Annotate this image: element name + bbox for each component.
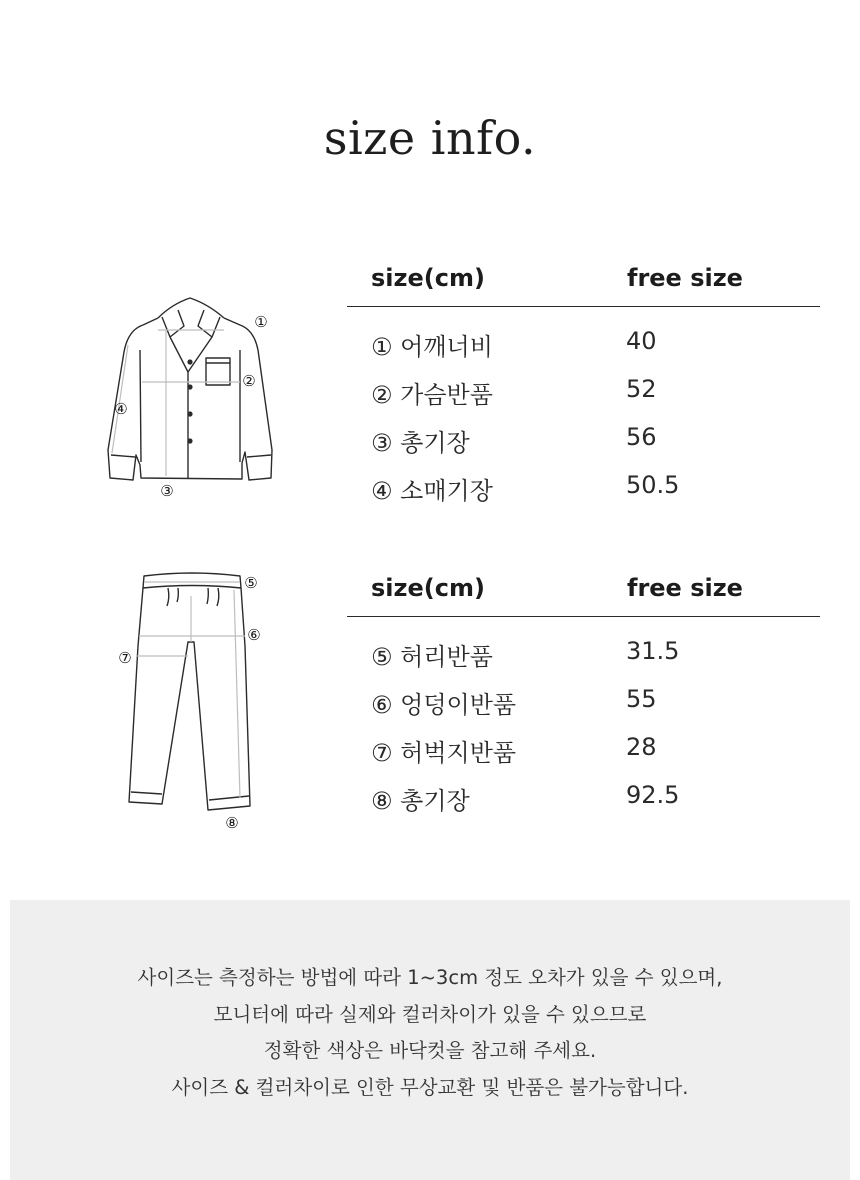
marker-6: ⑥ — [247, 626, 261, 644]
notice-line: 모니터에 따라 실제와 컬러차이가 있을 수 있으므로 — [213, 1002, 647, 1026]
table-row — [347, 467, 820, 515]
row-value: 52 — [626, 375, 657, 403]
marker-5: ⑤ — [244, 574, 258, 592]
marker-2: ② — [242, 372, 256, 390]
top-size-table — [347, 256, 820, 515]
header-free-size: free size — [627, 574, 743, 602]
row-value: 50.5 — [626, 471, 680, 499]
row-value: 56 — [626, 423, 657, 451]
row-value: 31.5 — [626, 637, 680, 665]
notice-box — [10, 900, 850, 1180]
row-label: ⑦ 허벅지반품 — [371, 739, 517, 767]
bottom-table-header — [347, 566, 820, 617]
row-value: 40 — [626, 327, 657, 355]
table-row — [347, 633, 820, 681]
row-label: ② 가슴반품 — [371, 381, 493, 409]
row-label: ⑧ 총기장 — [371, 787, 470, 815]
row-label: ③ 총기장 — [371, 429, 470, 457]
table-row — [347, 681, 820, 729]
header-size-label: size(cm) — [371, 264, 485, 292]
marker-8: ⑧ — [225, 814, 239, 832]
notice-line: 사이즈는 측정하는 방법에 따라 1~3cm 정도 오차가 있을 수 있으며, — [137, 966, 723, 989]
row-value: 28 — [626, 733, 657, 761]
row-label: ⑥ 엉덩이반품 — [371, 691, 517, 719]
notice-line: 사이즈 & 컬러차이로 인한 무상교환 및 반품은 불가능합니다. — [171, 1075, 689, 1099]
bottom-size-table — [347, 566, 820, 825]
table-row — [347, 777, 820, 825]
notice-line: 정확한 색상은 바닥컷을 참고해 주세요. — [263, 1039, 597, 1062]
row-label: ④ 소매기장 — [371, 477, 493, 505]
row-label: ① 어깨너비 — [371, 333, 493, 361]
marker-3: ③ — [160, 482, 174, 500]
row-label: ⑤ 허리반품 — [371, 643, 493, 671]
shirt-illustration — [100, 290, 290, 505]
table-row — [347, 371, 820, 419]
row-value: 92.5 — [626, 781, 680, 809]
header-size-label: size(cm) — [371, 574, 485, 602]
marker-4: ④ — [114, 400, 128, 418]
header-free-size: free size — [627, 264, 743, 292]
row-value: 55 — [626, 685, 657, 713]
pants-svg — [112, 566, 272, 836]
top-table-header — [347, 256, 820, 307]
page-title: size info. — [323, 111, 537, 165]
marker-7: ⑦ — [118, 649, 132, 667]
table-row — [347, 419, 820, 467]
pants-illustration — [112, 566, 272, 836]
marker-1: ① — [254, 313, 268, 331]
table-row — [347, 729, 820, 777]
shirt-svg — [100, 290, 290, 505]
table-row — [347, 323, 820, 371]
